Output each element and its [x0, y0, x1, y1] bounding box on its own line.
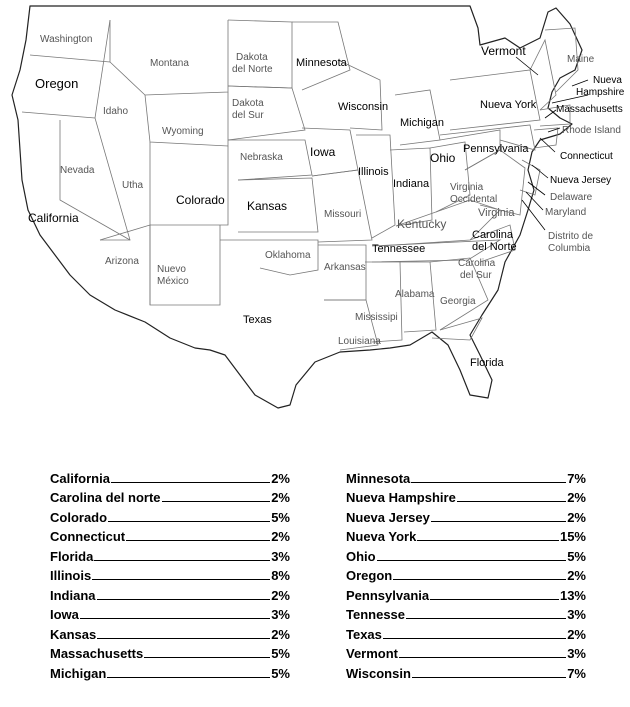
blank-line [97, 638, 270, 639]
blank-line [431, 521, 566, 522]
label-alabama: Alabama [395, 289, 435, 300]
label-kansas: Kansas [247, 199, 288, 213]
label-pennsylvania: Pennsylvania [463, 143, 529, 155]
table-row [50, 603, 290, 623]
label-delaware: Delaware [550, 192, 593, 203]
state-name: Iowa [50, 607, 79, 622]
state-percentage: 2% [567, 626, 586, 642]
state-percentage: 2% [271, 490, 290, 505]
label-maryland: Maryland [545, 207, 587, 218]
label-wyoming: Wyoming [162, 126, 204, 137]
blank-line [412, 677, 566, 678]
state-percentage: 2% [271, 587, 290, 603]
label-florida: Florida [470, 357, 504, 369]
blank-line [393, 579, 566, 580]
table-row [50, 466, 290, 486]
state-name: Ohio [346, 548, 376, 564]
blank-line [399, 657, 566, 658]
label-missouri: Missouri [324, 209, 362, 220]
label-rhode-island: Rhode Island [562, 125, 621, 136]
label-carolina-sur-1: Carolina [458, 258, 496, 269]
blank-line [97, 599, 271, 600]
state-percentage: 7% [567, 665, 586, 681]
blank-line [111, 482, 270, 483]
blank-line [92, 579, 270, 580]
table-row [346, 661, 586, 681]
label-indiana: Indiana [393, 178, 430, 190]
label-nueva-hampshire-2: Hampshire [576, 87, 625, 98]
label-idaho: Idaho [103, 106, 129, 117]
state-name: Illinois [50, 568, 92, 583]
percentage-table-left [50, 466, 290, 681]
blank-line [377, 560, 567, 561]
blank-line [80, 618, 270, 619]
table-row [50, 622, 290, 642]
table-row [346, 525, 586, 545]
blank-line [406, 618, 566, 619]
state-percentage: 3% [567, 646, 586, 661]
label-montana: Montana [150, 58, 189, 69]
label-virginia: Virginia [478, 207, 515, 219]
state-name: Massachusetts [50, 646, 144, 661]
label-dakota-sur-1: Dakota [232, 98, 264, 109]
label-colorado: Colorado [176, 193, 225, 207]
state-percentage: 3% [567, 607, 586, 622]
state-name: Nueva Hampshire [346, 490, 456, 505]
blank-line [144, 657, 270, 658]
label-maine: Maine [567, 54, 595, 65]
label-distrito-1: Distrito de [548, 231, 594, 242]
label-virginia-occ-1: Virginia [450, 182, 484, 193]
label-georgia: Georgia [440, 296, 476, 307]
state-percentage: 13% [559, 587, 586, 603]
state-percentage: 2% [567, 509, 586, 525]
label-tennessee: Tennessee [372, 243, 426, 255]
label-texas: Texas [243, 314, 272, 326]
state-name: California [50, 470, 110, 486]
state-name: Texas [346, 626, 382, 642]
table-row [346, 505, 586, 525]
table-row [50, 505, 290, 525]
label-nueva-hampshire-1: Nueva [593, 75, 622, 86]
label-nueva-jersey: Nueva Jersey [550, 175, 612, 186]
state-name: Carolina del norte [50, 490, 161, 505]
label-nueva-york: Nueva York [480, 99, 537, 111]
state-name: Tennesse [346, 607, 406, 622]
label-mississipi: Mississipi [355, 312, 398, 323]
blank-line [383, 638, 566, 639]
label-virginia-occ-2: Occidental [450, 194, 498, 205]
state-percentage: 2% [567, 490, 586, 505]
table-row [50, 642, 290, 662]
state-name: Connecticut [50, 529, 126, 544]
state-name: Vermont [346, 646, 399, 661]
state-name: Oregon [346, 568, 393, 583]
label-wisconsin: Wisconsin [338, 101, 389, 113]
label-nebraska: Nebraska [240, 152, 283, 163]
state-name: Indiana [50, 587, 96, 603]
table-row [346, 544, 586, 564]
state-percentage: 3% [271, 607, 290, 622]
label-oklahoma: Oklahoma [265, 250, 311, 261]
state-percentage: 2% [271, 626, 290, 642]
table-row [50, 544, 290, 564]
label-carolina-sur-2: del Sur [460, 270, 492, 281]
label-massachusetts: Massachusetts [556, 104, 623, 115]
table-row [346, 583, 586, 603]
label-vermont: Vermont [481, 44, 526, 58]
state-percentage: 5% [271, 665, 290, 681]
blank-line [108, 521, 270, 522]
blank-line [162, 501, 271, 502]
state-percentage: 2% [271, 470, 290, 486]
state-percentage: 5% [567, 548, 586, 564]
table-row [50, 661, 290, 681]
label-nuevo-mexico-2: México [157, 276, 189, 287]
table-row [346, 466, 586, 486]
state-name: Minnesota [346, 470, 411, 486]
label-arizona: Arizona [105, 256, 139, 267]
label-connecticut: Connecticut [560, 151, 613, 162]
state-name: Nueva York [346, 529, 417, 544]
state-name: Colorado [50, 509, 108, 525]
state-percentage: 7% [567, 470, 586, 486]
state-percentage: 15% [559, 529, 586, 544]
label-washington: Washington [40, 34, 93, 45]
state-name: Wisconsin [346, 665, 411, 681]
state-percentage: 8% [271, 568, 290, 583]
label-michigan: Michigan [400, 117, 445, 129]
label-iowa: Iowa [310, 145, 336, 159]
blank-line [94, 560, 270, 561]
percentage-table-right [346, 466, 586, 681]
blank-line [107, 677, 270, 678]
label-oregon: Oregon [35, 76, 79, 91]
state-percentage: 5% [271, 646, 290, 661]
label-kentucky: Kentucky [397, 217, 447, 231]
blank-line [126, 540, 270, 541]
table-row [346, 622, 586, 642]
label-nevada: Nevada [60, 165, 95, 176]
label-carolina-norte-1: Carolina [472, 229, 513, 241]
label-dakota-sur-2: del Sur [232, 110, 264, 121]
label-louisiana: Louisiana [338, 336, 381, 347]
state-percentage: 3% [271, 548, 290, 564]
label-distrito-2: Columbia [548, 243, 591, 254]
table-row [50, 583, 290, 603]
state-name: Nueva Jersey [346, 509, 430, 525]
state-name: Florida [50, 548, 94, 564]
state-percentage: 2% [567, 568, 586, 583]
label-illinois: Illinois [358, 166, 389, 178]
label-arkansas: Arkansas [324, 262, 366, 273]
label-utha: Utha [122, 180, 144, 191]
table-row [346, 642, 586, 662]
table-row [50, 564, 290, 584]
table-row [50, 525, 290, 545]
state-percentage: 2% [271, 529, 290, 544]
blank-line [411, 482, 566, 483]
label-nuevo-mexico-1: Nuevo [157, 264, 186, 275]
table-row [50, 486, 290, 506]
state-name: Pennsylvania [346, 587, 430, 603]
blank-line [457, 501, 566, 502]
blank-line [417, 540, 559, 541]
table-row [346, 564, 586, 584]
label-carolina-norte-2: del Norte [472, 241, 517, 253]
state-name: Kansas [50, 626, 97, 642]
label-dakota-norte-2: del Norte [232, 64, 273, 75]
blank-line [430, 599, 559, 600]
table-row [346, 603, 586, 623]
table-row [346, 486, 586, 506]
state-percentage: 5% [271, 509, 290, 525]
state-name: Michigan [50, 665, 107, 681]
label-ohio: Ohio [430, 151, 456, 165]
label-dakota-norte-1: Dakota [236, 52, 268, 63]
label-california: California [28, 211, 79, 225]
label-minnesota: Minnesota [296, 57, 347, 69]
